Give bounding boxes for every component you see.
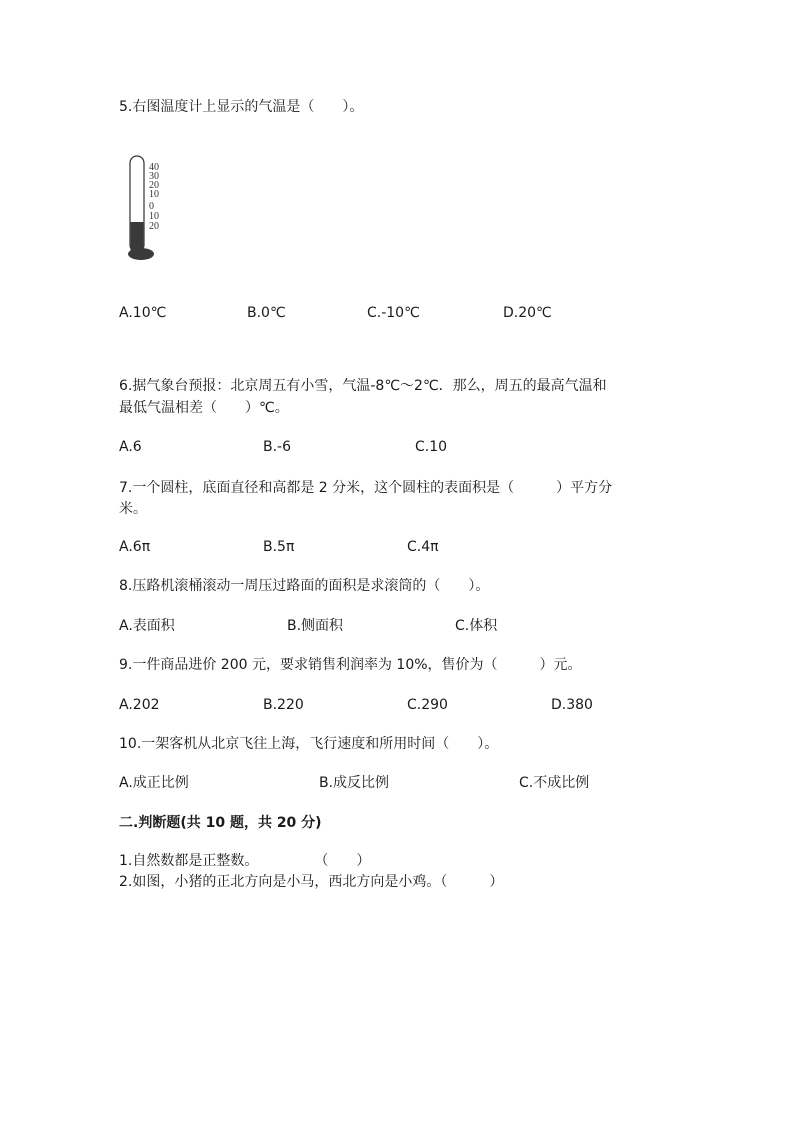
q10-option-a: A.成正比例: [119, 775, 189, 791]
q7-option-c: C.4π: [407, 539, 439, 555]
question-10-text: 10.一架客机从北京飞往上海，飞行速度和所用时间（ ）。: [119, 736, 499, 752]
q7-option-b: B.5π: [263, 539, 295, 555]
judge-item-2: 2.如图，小猪的正北方向是小马，西北方向是小鸡。（ ）: [119, 874, 504, 890]
scale-label: 20: [149, 221, 159, 232]
q6-option-c: C.10: [415, 439, 448, 455]
q7-option-a: A.6π: [119, 539, 151, 555]
scale-label: 20: [149, 180, 159, 191]
q8-option-b: B.侧面积: [287, 618, 344, 634]
q5-option-b: B.0℃: [247, 305, 286, 321]
question-6-line1: 6.据气象台预报：北京周五有小雪，气温-8℃～2℃．那么，周五的最高气温和: [119, 378, 607, 394]
question-5-text: 5.右图温度计上显示的气温是（ ）。: [119, 99, 364, 115]
q10-option-c: C.不成比例: [519, 775, 590, 791]
scale-label: 10: [149, 211, 159, 222]
q6-option-b: B.-6: [263, 439, 292, 455]
question-8-text: 8.压路机滚桶滚动一周压过路面的面积是求滚筒的（ ）。: [119, 578, 490, 594]
q8-option-c: C.体积: [455, 618, 498, 634]
scale-label: 40: [149, 162, 159, 173]
scale-label: 30: [149, 171, 159, 182]
q9-option-c: C.290: [407, 697, 448, 713]
scale-label: 10: [149, 189, 159, 200]
q9-option-d: D.380: [551, 697, 593, 713]
q5-option-d: D.20℃: [503, 305, 552, 321]
scale-label: 0: [149, 201, 154, 212]
q6-option-a: A.6: [119, 439, 142, 455]
judge-item-1: 1.自然数都是正整数。 （ ）: [119, 853, 371, 869]
q9-option-b: B.220: [263, 697, 304, 713]
section-title: 二.判断题(共 10 题，共 20 分): [119, 815, 322, 831]
question-9-text: 9.一件商品进价 200 元，要求销售利润率为 10%，售价为（ ）元。: [119, 657, 582, 673]
q5-option-a: A.10℃: [119, 305, 167, 321]
q5-option-c: C.-10℃: [367, 305, 420, 321]
q8-option-a: A.表面积: [119, 618, 175, 634]
thermometer-mercury: [131, 222, 144, 252]
question-6-line2: 最低气温相差（ ）℃。: [119, 400, 289, 416]
thermometer-bulb: [128, 248, 154, 260]
question-7-line2: 米。: [119, 501, 147, 517]
thermometer-figure: [124, 154, 164, 262]
q9-option-a: A.202: [119, 697, 160, 713]
q10-option-b: B.成反比例: [319, 775, 390, 791]
question-7-line1: 7.一个圆柱，底面直径和高都是 2 分米，这个圆柱的表面积是（ ）平方分: [119, 480, 613, 496]
